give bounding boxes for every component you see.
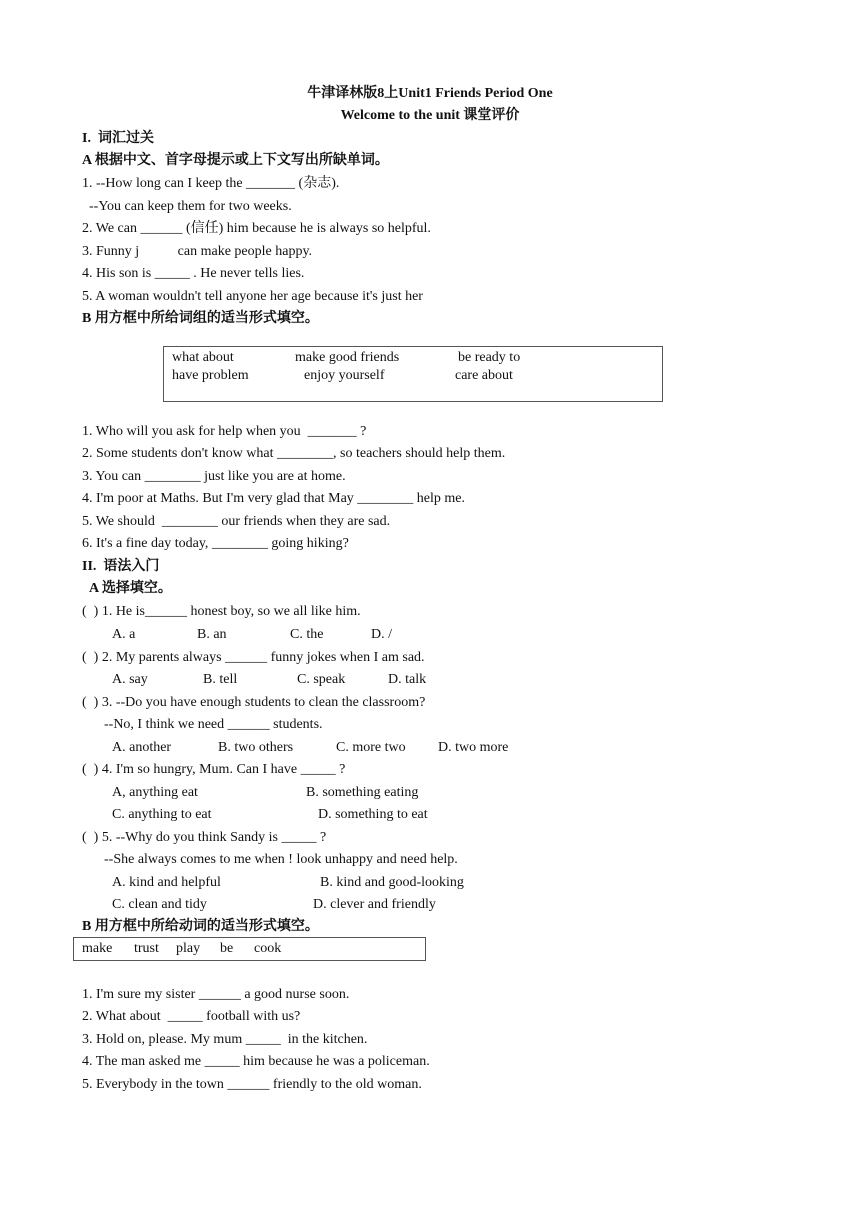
mc-q4-option-d: D. something to eat	[318, 807, 428, 822]
mc-q2-option-b: B. tell	[203, 672, 238, 687]
mc-q2-option-a: A. say	[112, 672, 148, 687]
section1-heading: I. 词汇过关	[82, 131, 154, 146]
mc-q4-option-c: C. anything to eat	[112, 807, 212, 822]
phrase-what-about: what about	[172, 350, 234, 365]
verb-box	[73, 937, 426, 961]
verb-line-2: 2. What about _____ football with us?	[82, 1009, 301, 1024]
verb-cook: cook	[254, 941, 282, 956]
mc-q3-option-c: C. more two	[336, 740, 406, 755]
mc-q5-option-c: C. clean and tidy	[112, 897, 207, 912]
section2-heading: II. 语法入门	[82, 559, 160, 574]
phrase-be-ready-to: be ready to	[458, 350, 521, 365]
mc-q1-option-d: D. /	[371, 627, 392, 642]
section1-partA-instruction: A 根据中文、首字母提示或上下文写出所缺单词。	[82, 153, 389, 168]
mc-question-3: ( ) 3. --Do you have enough students to clean the classroom?	[82, 695, 426, 710]
mc-q5-option-a: A. kind and helpful	[112, 875, 221, 890]
mc-q1-option-b: B. an	[197, 627, 227, 642]
phrase-line-6: 6. It's a fine day today, ________ going hiking?	[82, 536, 349, 551]
verb-make: make	[82, 941, 113, 956]
phrase-line-3: 3. You can ________ just like you are at home.	[82, 469, 346, 484]
mc-q4-option-a: A, anything eat	[112, 785, 198, 800]
vocab-line-4: 4. His son is _____ . He never tells lies.	[82, 266, 305, 281]
mc-question-5-reply: --She always comes to me when ! look unhappy and need help.	[104, 852, 458, 867]
doc-title: 牛津译林版8上Unit1 Friends Period One	[307, 86, 553, 101]
section1-partB-instruction: B 用方框中所给词组的适当形式填空。	[82, 311, 319, 326]
mc-q5-option-b: B. kind and good-looking	[320, 875, 464, 890]
mc-question-1: ( ) 1. He is______ honest boy, so we all like him.	[82, 604, 361, 619]
vocab-line-5: 5. A woman wouldn't tell anyone her age because it's just her	[82, 289, 423, 304]
mc-question-2: ( ) 2. My parents always ______ funny jokes when I am sad.	[82, 650, 425, 665]
vocab-line-2: 2. We can ______ (信任) him because he is always so helpful.	[82, 221, 431, 236]
verb-line-5: 5. Everybody in the town ______ friendly to the old woman.	[82, 1077, 422, 1092]
mc-q4-option-b: B. something eating	[306, 785, 419, 800]
phrase-line-1: 1. Who will you ask for help when you _______ ?	[82, 424, 367, 439]
mc-question-5: ( ) 5. --Why do you think Sandy is _____ ?	[82, 830, 327, 845]
mc-q3-option-a: A. another	[112, 740, 172, 755]
mc-question-4: ( ) 4. I'm so hungry, Mum. Can I have _____ ?	[82, 762, 346, 777]
phrase-enjoy-yourself: enjoy yourself	[304, 368, 385, 383]
mc-question-3-reply: --No, I think we need ______ students.	[104, 717, 323, 732]
section2-partB-instruction: B 用方框中所给动词的适当形式填空。	[82, 919, 319, 934]
section2-partA-instruction: A 选择填空。	[89, 581, 172, 596]
mc-q1-option-a: A. a	[112, 627, 136, 642]
verb-trust: trust	[134, 941, 159, 956]
phrase-make-good-friends: make good friends	[295, 350, 400, 365]
phrase-line-2: 2. Some students don't know what ________, so teachers should help them.	[82, 446, 506, 461]
mc-q1-option-c: C. the	[290, 627, 324, 642]
mc-q3-option-b: B. two others	[218, 740, 294, 755]
mc-q2-option-d: D. talk	[388, 672, 427, 687]
vocab-line-3: 3. Funny j can make people happy.	[82, 244, 313, 259]
phrase-line-5: 5. We should ________ our friends when they are sad.	[82, 514, 391, 529]
verb-line-4: 4. The man asked me _____ him because he was a policeman.	[82, 1054, 430, 1069]
vocab-line-1b: --You can keep them for two weeks.	[82, 199, 292, 214]
phrase-have-problem: have problem	[172, 368, 249, 383]
doc-subtitle: Welcome to the unit 课堂评价	[340, 108, 520, 123]
verb-be: be	[220, 941, 234, 956]
verb-play: play	[176, 941, 201, 956]
phrase-care-about: care about	[455, 368, 513, 383]
mc-q3-option-d: D. two more	[438, 740, 509, 755]
mc-q2-option-c: C. speak	[297, 672, 346, 687]
verb-line-3: 3. Hold on, please. My mum _____ in the kitchen.	[82, 1032, 368, 1047]
vocab-line-1: 1. --How long can I keep the _______ (杂志).	[82, 176, 340, 191]
phrase-line-4: 4. I'm poor at Maths. But I'm very glad that May ________ help me.	[82, 491, 465, 506]
verb-line-1: 1. I'm sure my sister ______ a good nurse soon.	[82, 987, 350, 1002]
mc-q5-option-d: D. clever and friendly	[313, 897, 436, 912]
phrase-box	[163, 346, 663, 402]
